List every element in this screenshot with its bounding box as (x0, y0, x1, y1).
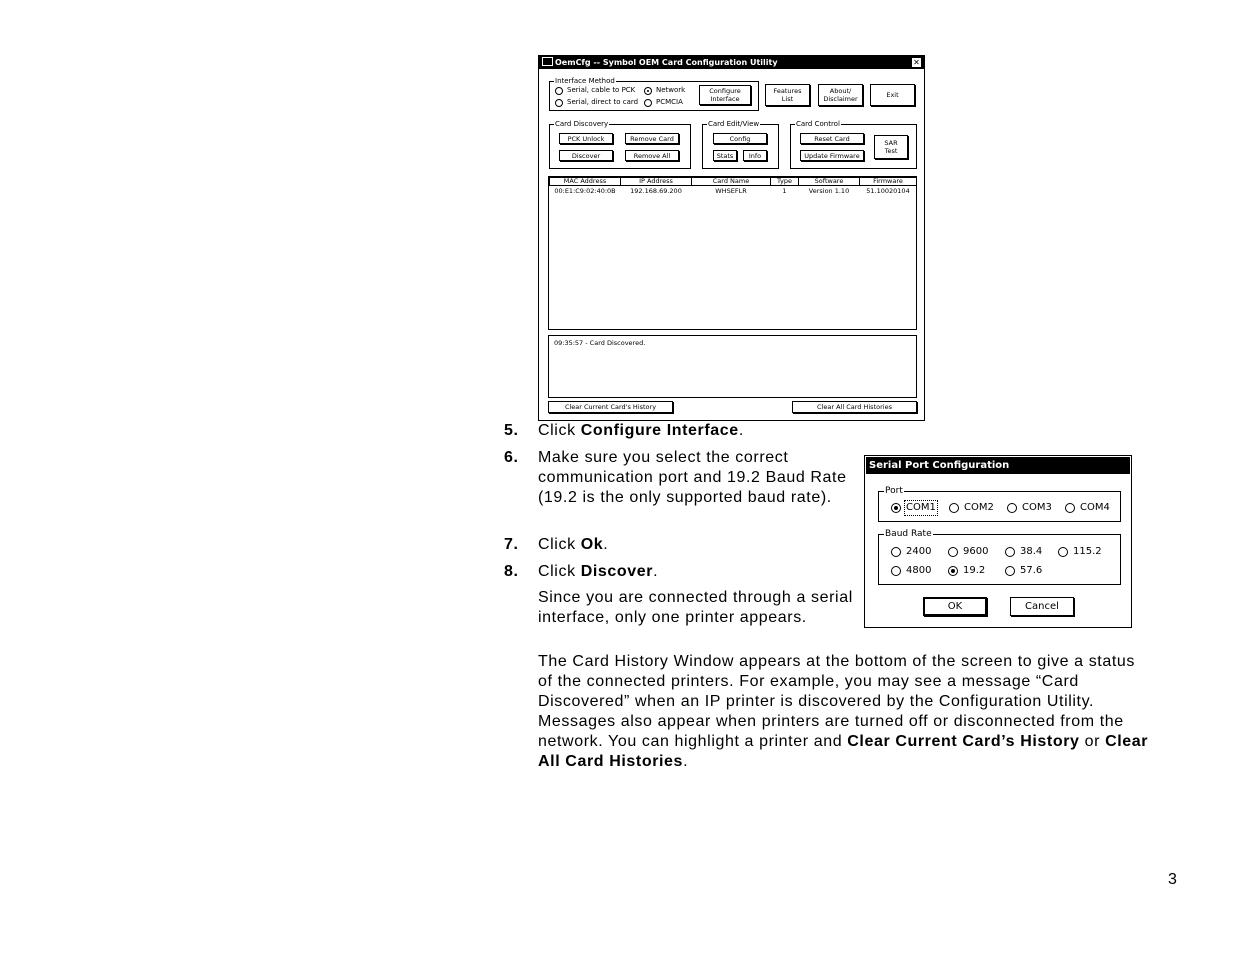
radio-baud-115-2[interactable]: 115.2 (1058, 546, 1102, 558)
step-number: 8. (504, 563, 519, 580)
radio-baud-4800[interactable]: 4800 (891, 565, 931, 577)
radio-network[interactable]: Network (644, 86, 685, 95)
serial-port-title: Serial Port Configuration (869, 460, 1010, 471)
port-label: Port (885, 486, 903, 496)
configure-interface-button[interactable]: Configure Interface (699, 85, 751, 105)
radio-circle (1005, 566, 1015, 576)
step-number: 5. (504, 422, 519, 439)
step-6-text: Make sure you select the correct communication port and 19.2 Baud Rate (19.2 is the only supported baud rate). (538, 449, 847, 506)
radio-circle-selected (891, 503, 901, 513)
radio-com1[interactable]: COM1 (891, 502, 936, 514)
column-header-type[interactable]: Type (770, 177, 799, 186)
radio-circle (555, 87, 563, 95)
radio-circle (891, 566, 901, 576)
radio-com2[interactable]: COM2 (949, 502, 994, 514)
history-message: 09:35:57 - Card Discovered. (554, 339, 646, 347)
clear-current-history-button[interactable]: Clear Current Card's History (548, 401, 673, 413)
column-header-software[interactable]: Software (798, 177, 860, 186)
reset-card-button[interactable]: Reset Card (800, 133, 864, 144)
cell-mac: 00:E1:C9:02:40:0B (554, 187, 616, 195)
radio-circle (948, 547, 958, 557)
remove-card-button[interactable]: Remove Card (625, 133, 679, 144)
cell-ip: 192.168.69.200 (630, 187, 682, 195)
step-7 (504, 535, 519, 555)
column-header-mac[interactable]: MAC Address (549, 177, 621, 186)
step-8-text: Click Discover. (538, 563, 659, 580)
oemcfg-titlebar (539, 56, 924, 69)
step-5-text: Click Configure Interface. (538, 422, 744, 439)
config-button[interactable]: Config (713, 133, 767, 144)
discover-button[interactable]: Discover (559, 150, 613, 161)
radio-circle (1005, 547, 1015, 557)
radio-circle (1007, 503, 1017, 513)
radio-baud-2400[interactable]: 2400 (891, 546, 931, 558)
card-discovery-group (549, 120, 691, 169)
card-control-group (790, 120, 917, 169)
clear-all-bold: Clear All Card Histories (538, 733, 1149, 770)
column-header-card-name[interactable]: Card Name (691, 177, 771, 186)
radio-baud-9600[interactable]: 9600 (948, 546, 988, 558)
cell-card-name: WHSEFLR (715, 187, 747, 195)
clear-all-histories-button[interactable]: Clear All Card Histories (792, 401, 917, 413)
radio-com4[interactable]: COM4 (1065, 502, 1110, 514)
cell-firmware: 51.10020104 (866, 187, 910, 195)
radio-circle (555, 99, 563, 107)
ok-button[interactable]: OK (923, 597, 987, 616)
exit-button[interactable]: Exit (870, 84, 915, 106)
cell-type: 1 (782, 187, 787, 195)
radio-com3[interactable]: COM3 (1007, 502, 1052, 514)
step-number: 7. (504, 536, 519, 553)
radio-circle (644, 99, 652, 107)
page-number: 3 (1168, 871, 1177, 888)
serial-port-dialog (864, 455, 1132, 628)
configure-interface-bold: Configure Interface (580, 422, 739, 439)
column-header-ip[interactable]: IP Address (620, 177, 692, 186)
radio-circle (1065, 503, 1075, 513)
baud-rate-label: Baud Rate (885, 529, 932, 539)
interface-method-group (549, 77, 759, 111)
serial-note-paragraph: Since you are connected through a serial interface, only one printer appears. (538, 589, 853, 626)
serial-port-titlebar (866, 457, 1130, 474)
radio-baud-19-2[interactable]: 19.2 (948, 565, 985, 577)
card-edit-view-label: Card Edit/View (708, 120, 760, 128)
radio-baud-38-4[interactable]: 38.4 (1005, 546, 1042, 558)
radio-circle-selected (644, 87, 652, 95)
update-firmware-button[interactable]: Update Firmware (800, 150, 864, 161)
radio-circle (891, 547, 901, 557)
step-number: 6. (504, 449, 519, 466)
card-control-label: Card Control (796, 120, 840, 128)
radio-pcmcia[interactable]: PCMCIA (644, 98, 683, 107)
oemcfg-window (538, 55, 925, 421)
clear-current-bold: Clear Current Card’s History (847, 733, 1080, 750)
oemcfg-title: OemCfg -- Symbol OEM Card Configuration Utility (555, 58, 778, 67)
radio-circle (1058, 547, 1068, 557)
column-header-firmware[interactable]: Firmware (859, 177, 917, 186)
radio-circle-selected (948, 566, 958, 576)
app-icon (542, 57, 553, 66)
close-icon[interactable]: ✕ (913, 58, 920, 67)
radio-baud-57-6[interactable]: 57.6 (1005, 565, 1042, 577)
baud-rate-group (878, 529, 1121, 585)
features-list-button[interactable]: Features List (765, 84, 810, 106)
cancel-button[interactable]: Cancel (1010, 597, 1074, 616)
about-disclaimer-button[interactable]: About/ Disclaimer (818, 84, 863, 106)
radio-circle (949, 503, 959, 513)
step-7-text: Click Ok. (538, 536, 609, 553)
step-8 (504, 562, 519, 582)
stats-button[interactable]: Stats (713, 150, 737, 161)
port-group (878, 486, 1121, 522)
remove-all-button[interactable]: Remove All (625, 150, 679, 161)
pck-unlock-button[interactable]: PCK Unlock (559, 133, 613, 144)
step-5 (504, 421, 519, 441)
step-6 (504, 448, 519, 468)
radio-serial-direct[interactable]: Serial, direct to card (555, 98, 638, 107)
card-discovery-label: Card Discovery (555, 120, 609, 128)
interface-method-label: Interface Method (555, 77, 615, 85)
ok-bold: Ok (580, 536, 604, 553)
card-edit-view-group (702, 120, 779, 169)
cell-software: Version 1.10 (808, 187, 850, 195)
discover-bold: Discover (580, 563, 654, 580)
card-history-paragraph: The Card History Window appears at the bottom of the screen to give a status of the connected printers. For example, you may see a message “Card Discovered” when an IP printer is discovered by the Configuration Utility. Messages also appear when printers are turned off or disconnected from the network. You can highlight a printer and Clear Current Card’s History or Clear All Card Histories. (538, 653, 1149, 770)
card-history-box[interactable] (548, 335, 917, 398)
card-list[interactable] (548, 176, 917, 330)
radio-serial-cable[interactable]: Serial, cable to PCK (555, 86, 635, 95)
sar-test-button[interactable]: SAR Test (874, 135, 908, 159)
info-button[interactable]: Info (743, 150, 767, 161)
